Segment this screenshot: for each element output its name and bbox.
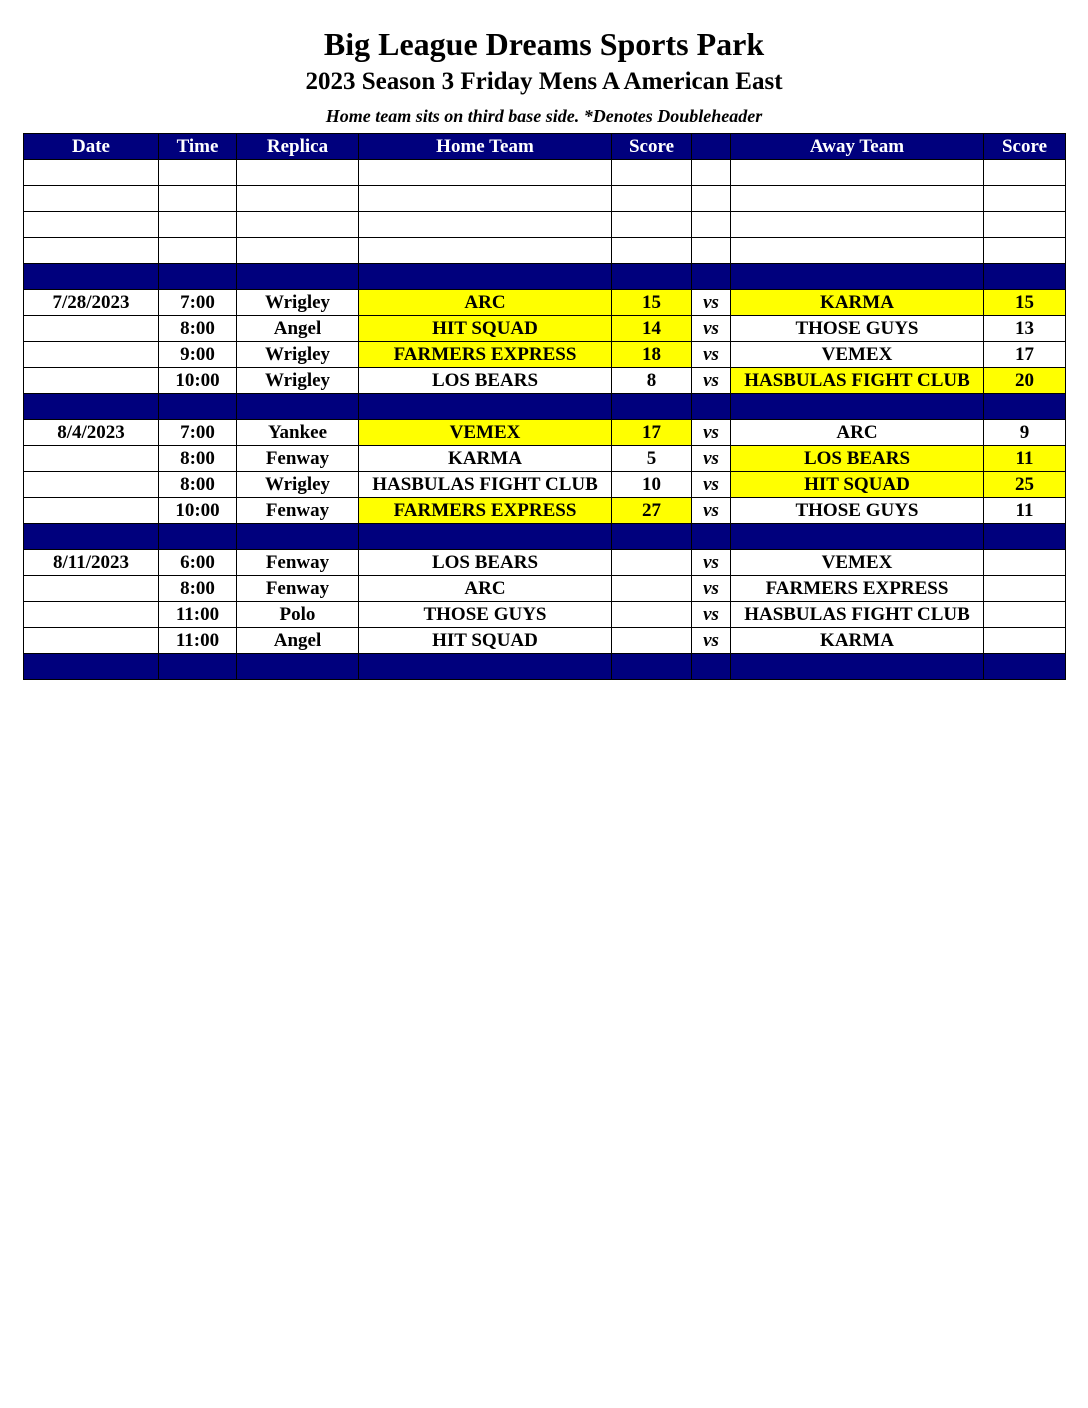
cell-home-team: KARMA: [359, 446, 612, 472]
cell-home-score: [612, 238, 692, 264]
page-title: Big League Dreams Sports Park: [323, 26, 765, 62]
cell-away-score: [984, 654, 1066, 680]
cell-date: 8/11/2023: [24, 550, 159, 576]
cell-home-team: [359, 160, 612, 186]
cell-replica: Wrigley: [237, 472, 359, 498]
cell-away-team: VEMEX: [731, 550, 984, 576]
cell-home-team: VEMEX: [359, 420, 612, 446]
cell-vs: [692, 524, 731, 550]
cell-away-team: [731, 654, 984, 680]
cell-replica: [237, 238, 359, 264]
cell-date: 8/4/2023: [24, 420, 159, 446]
cell-away-team: LOS BEARS: [731, 446, 984, 472]
cell-home-team: LOS BEARS: [359, 550, 612, 576]
cell-date: [24, 368, 159, 394]
cell-home-score: [612, 264, 692, 290]
cell-away-team: VEMEX: [731, 342, 984, 368]
cell-date: [24, 498, 159, 524]
cell-away-score: 25: [984, 472, 1066, 498]
cell-vs: [692, 212, 731, 238]
cell-date: [24, 524, 159, 550]
cell-home-score: [612, 602, 692, 628]
blank-row: [24, 212, 1066, 238]
cell-away-score: 20: [984, 368, 1066, 394]
cell-home-team: [359, 212, 612, 238]
cell-away-score: 13: [984, 316, 1066, 342]
cell-time: [159, 654, 237, 680]
cell-away-team: FARMERS EXPRESS: [731, 576, 984, 602]
cell-time: 10:00: [159, 368, 237, 394]
cell-home-score: [612, 576, 692, 602]
cell-vs: [692, 654, 731, 680]
cell-home-score: [612, 212, 692, 238]
page-subtitle: 2023 Season 3 Friday Mens A American East: [305, 68, 783, 95]
cell-date: [24, 186, 159, 212]
cell-home-team: THOSE GUYS: [359, 602, 612, 628]
cell-home-score: 18: [612, 342, 692, 368]
col-header-away-team: Away Team: [731, 134, 984, 160]
cell-date: [24, 264, 159, 290]
cell-vs: vs: [692, 472, 731, 498]
cell-date: [24, 238, 159, 264]
cell-vs: [692, 186, 731, 212]
cell-away-score: 9: [984, 420, 1066, 446]
col-header-vs: [692, 134, 731, 160]
cell-home-team: ARC: [359, 576, 612, 602]
col-header-away-score: Score: [984, 134, 1066, 160]
col-header-date: Date: [24, 134, 159, 160]
cell-replica: [237, 186, 359, 212]
cell-home-team: [359, 264, 612, 290]
cell-time: [159, 186, 237, 212]
cell-date: [24, 342, 159, 368]
cell-away-team: HASBULAS FIGHT CLUB: [731, 602, 984, 628]
cell-away-score: [984, 550, 1066, 576]
cell-time: 8:00: [159, 576, 237, 602]
cell-date: 7/28/2023: [24, 290, 159, 316]
cell-home-score: 5: [612, 446, 692, 472]
game-row: [24, 472, 1066, 498]
cell-home-team: FARMERS EXPRESS: [359, 342, 612, 368]
cell-date: [24, 654, 159, 680]
separator-row: [24, 524, 1066, 550]
cell-time: 11:00: [159, 628, 237, 654]
cell-time: [159, 524, 237, 550]
cell-time: 11:00: [159, 602, 237, 628]
cell-home-score: 15: [612, 290, 692, 316]
game-row: [24, 342, 1066, 368]
cell-date: [24, 446, 159, 472]
cell-away-team: THOSE GUYS: [731, 316, 984, 342]
cell-date: [24, 160, 159, 186]
cell-vs: vs: [692, 602, 731, 628]
cell-replica: [237, 394, 359, 420]
cell-home-team: HASBULAS FIGHT CLUB: [359, 472, 612, 498]
cell-vs: vs: [692, 628, 731, 654]
cell-home-score: [612, 654, 692, 680]
cell-vs: [692, 238, 731, 264]
cell-replica: [237, 524, 359, 550]
cell-home-team: HIT SQUAD: [359, 316, 612, 342]
cell-replica: Yankee: [237, 420, 359, 446]
cell-away-team: [731, 264, 984, 290]
cell-replica: [237, 264, 359, 290]
cell-away-score: [984, 394, 1066, 420]
cell-away-team: THOSE GUYS: [731, 498, 984, 524]
blank-row: [24, 186, 1066, 212]
col-header-home-score: Score: [612, 134, 692, 160]
cell-replica: Fenway: [237, 550, 359, 576]
cell-away-team: KARMA: [731, 628, 984, 654]
game-row: [24, 420, 1066, 446]
cell-home-score: [612, 160, 692, 186]
cell-away-score: [984, 602, 1066, 628]
cell-time: 7:00: [159, 420, 237, 446]
cell-replica: Wrigley: [237, 368, 359, 394]
cell-vs: vs: [692, 576, 731, 602]
cell-home-team: [359, 524, 612, 550]
cell-time: 8:00: [159, 446, 237, 472]
cell-time: [159, 264, 237, 290]
cell-away-team: [731, 238, 984, 264]
cell-home-team: [359, 394, 612, 420]
cell-home-score: [612, 186, 692, 212]
cell-vs: vs: [692, 368, 731, 394]
cell-home-score: 10: [612, 472, 692, 498]
game-row: [24, 498, 1066, 524]
cell-away-team: [731, 186, 984, 212]
game-row: [24, 290, 1066, 316]
cell-home-score: [612, 628, 692, 654]
cell-away-team: [731, 394, 984, 420]
cell-vs: [692, 394, 731, 420]
cell-replica: Fenway: [237, 576, 359, 602]
game-row: [24, 368, 1066, 394]
cell-vs: vs: [692, 446, 731, 472]
cell-date: [24, 576, 159, 602]
cell-time: 6:00: [159, 550, 237, 576]
cell-time: 10:00: [159, 498, 237, 524]
separator-row: [24, 264, 1066, 290]
cell-replica: [237, 212, 359, 238]
cell-away-score: [984, 238, 1066, 264]
cell-home-score: [612, 550, 692, 576]
cell-away-score: 11: [984, 498, 1066, 524]
col-header-replica: Replica: [237, 134, 359, 160]
cell-replica: Polo: [237, 602, 359, 628]
cell-home-team: HIT SQUAD: [359, 628, 612, 654]
schedule-table: [23, 133, 1066, 680]
game-row: [24, 602, 1066, 628]
schedule-body: [24, 160, 1066, 680]
cell-vs: vs: [692, 290, 731, 316]
page-note: Home team sits on third base side. *Denotes Doubleheader: [325, 106, 763, 126]
cell-away-score: [984, 524, 1066, 550]
cell-away-score: [984, 264, 1066, 290]
game-row: [24, 576, 1066, 602]
header-row: [24, 134, 1066, 160]
cell-away-team: [731, 212, 984, 238]
cell-away-score: [984, 212, 1066, 238]
cell-date: [24, 316, 159, 342]
cell-time: [159, 394, 237, 420]
cell-away-team: ARC: [731, 420, 984, 446]
game-row: [24, 316, 1066, 342]
cell-time: [159, 212, 237, 238]
cell-home-score: 27: [612, 498, 692, 524]
cell-vs: vs: [692, 550, 731, 576]
cell-home-team: ARC: [359, 290, 612, 316]
cell-date: [24, 394, 159, 420]
cell-replica: Angel: [237, 316, 359, 342]
cell-vs: vs: [692, 342, 731, 368]
cell-home-team: LOS BEARS: [359, 368, 612, 394]
cell-vs: [692, 160, 731, 186]
cell-home-score: [612, 394, 692, 420]
col-header-time: Time: [159, 134, 237, 160]
blank-row: [24, 160, 1066, 186]
cell-away-score: 11: [984, 446, 1066, 472]
cell-vs: vs: [692, 498, 731, 524]
cell-date: [24, 628, 159, 654]
cell-date: [24, 212, 159, 238]
game-row: [24, 550, 1066, 576]
cell-replica: Fenway: [237, 498, 359, 524]
cell-vs: vs: [692, 316, 731, 342]
cell-away-team: [731, 524, 984, 550]
cell-away-score: [984, 628, 1066, 654]
cell-home-team: FARMERS EXPRESS: [359, 498, 612, 524]
cell-away-score: [984, 576, 1066, 602]
cell-time: 9:00: [159, 342, 237, 368]
cell-home-score: 17: [612, 420, 692, 446]
cell-replica: Wrigley: [237, 290, 359, 316]
cell-time: 8:00: [159, 316, 237, 342]
cell-replica: [237, 654, 359, 680]
cell-away-team: KARMA: [731, 290, 984, 316]
game-row: [24, 446, 1066, 472]
cell-time: 8:00: [159, 472, 237, 498]
cell-replica: Wrigley: [237, 342, 359, 368]
cell-date: [24, 602, 159, 628]
cell-replica: Fenway: [237, 446, 359, 472]
cell-vs: vs: [692, 420, 731, 446]
blank-row: [24, 238, 1066, 264]
cell-away-score: 17: [984, 342, 1066, 368]
cell-time: [159, 238, 237, 264]
cell-away-team: HASBULAS FIGHT CLUB: [731, 368, 984, 394]
cell-home-score: 14: [612, 316, 692, 342]
cell-time: 7:00: [159, 290, 237, 316]
cell-away-score: 15: [984, 290, 1066, 316]
cell-away-score: [984, 186, 1066, 212]
cell-replica: Angel: [237, 628, 359, 654]
cell-time: [159, 160, 237, 186]
cell-date: [24, 472, 159, 498]
game-row: [24, 628, 1066, 654]
cell-replica: [237, 160, 359, 186]
cell-away-team: HIT SQUAD: [731, 472, 984, 498]
cell-away-team: [731, 160, 984, 186]
cell-vs: [692, 264, 731, 290]
cell-home-team: [359, 186, 612, 212]
cell-home-team: [359, 654, 612, 680]
cell-away-score: [984, 160, 1066, 186]
separator-row: [24, 394, 1066, 420]
col-header-home-team: Home Team: [359, 134, 612, 160]
cell-home-team: [359, 238, 612, 264]
cell-home-score: 8: [612, 368, 692, 394]
separator-row: [24, 654, 1066, 680]
cell-home-score: [612, 524, 692, 550]
